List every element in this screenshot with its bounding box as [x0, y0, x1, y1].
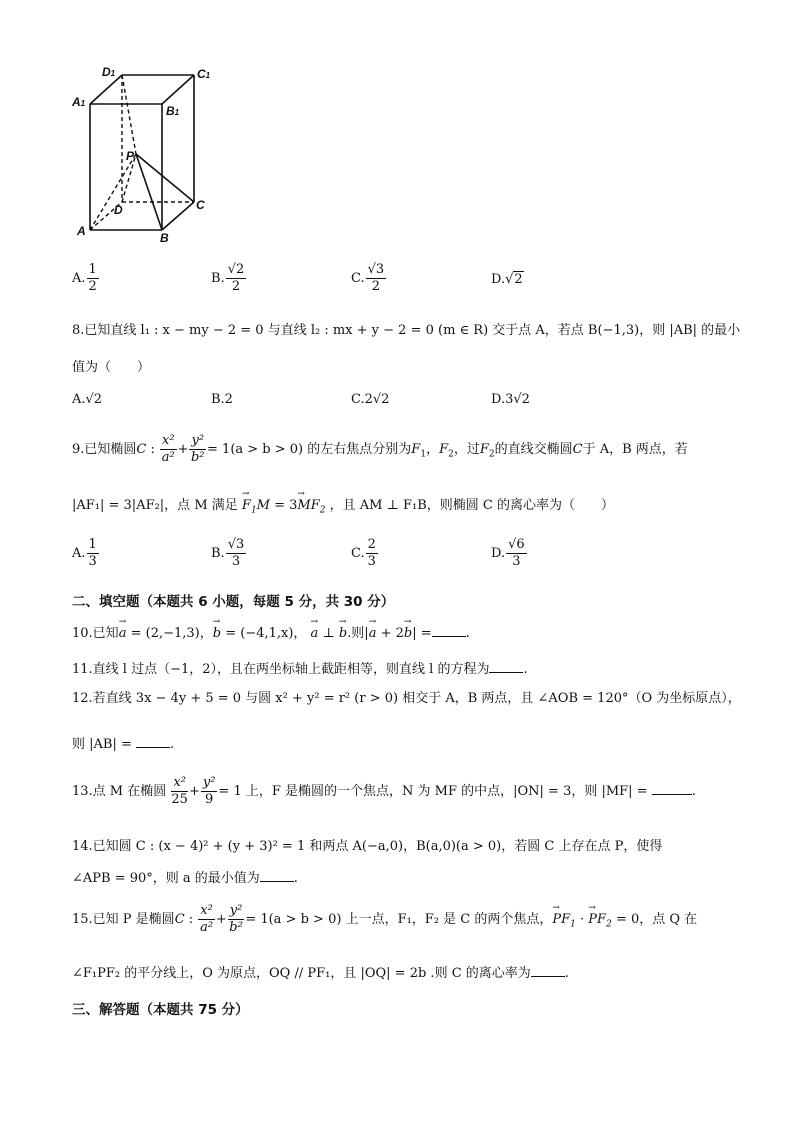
section-2-heading: 二、填空题（本题共 6 小题，每题 5 分，共 30 分） — [72, 594, 395, 610]
q13-line: 13.点 M 在椭圆 $\frac{\text{x²}}{25}$ + $\frac{\text{y²}}{9}$ = 1 上，F 是椭圆的一个焦点，N 为 MF 的中点，|ON| = 3，则 |MF| = . — [72, 775, 696, 807]
q9-line2: |AF₁| = 3|AF₂|，点 M 满足 → $F_1M = 3\to MF_2$ ，且 AM ⊥ F₁B，则椭圆 C 的离心率为（ ） — [72, 494, 614, 516]
label-D: D — [114, 203, 123, 217]
q12-line1: 12.若直线 3x − 4y + 5 = 0 与圆 x² + y² = r² (r > 0) 相交于 A，B 两点，且 ∠AOB = 120°（O 为坐标原点）， — [72, 691, 741, 706]
label-B: B — [160, 231, 169, 242]
q8-option-c: C.2√2 — [351, 392, 390, 407]
q8-option-b: B.2 — [211, 392, 233, 407]
label-C: C — [196, 198, 205, 212]
q9-option-b: B. $\frac{√3}{3}$ — [211, 537, 245, 569]
q7-option-c: C. $\frac{√3}{2}$ — [351, 262, 385, 294]
q11-line: 11.直线 l 过点（−1，2），且在两坐标轴上截距相等，则直线 l 的方程为 . — [72, 662, 528, 677]
q9-line1: 9.已知椭圆C : $\frac{\text{x²}}{\text{a²}}$ + $\frac{\text{y²}}{\text{b²}}$ = 1(a > b > 0) 的左右焦点分别为$F_1$，$F_2$，过$F_2$的直线交椭圆C于 A，B 两点，若 — [72, 433, 688, 465]
section-3-heading: 三、解答题（本题共 75 分） — [72, 1002, 249, 1018]
q12-line2: 则 |AB| = . — [72, 737, 175, 752]
q7-option-a: A. $\frac{1}{2}$ — [72, 262, 97, 294]
q8-line1: 8.已知直线 l₁ : x − my − 2 = 0 与直线 l₂ : mx + y − 2 = 0 (m ∈ R) 交于点 A，若点 B(−1,3)，则 |AB| 的最小 — [72, 323, 741, 338]
q15-line2: ∠F₁PF₂ 的平分线上，O 为原点，OQ // PF₁，且 |OQ| = 2b .则 C 的离心率为 . — [72, 966, 569, 981]
q9-option-d: D. $\frac{√6}{3}$ — [491, 537, 525, 569]
label-B1: B1 — [166, 104, 180, 118]
q9-option-c: C. $\frac{2}{3}$ — [351, 537, 376, 569]
q7-option-b: B. $\frac{√2}{2}$ — [211, 262, 245, 294]
q15-line1: 15.已知 P 是椭圆C : $\frac{\text{x²}}{\text{a²}}$ + $\frac{\text{y²}}{\text{b²}}$ = 1(a > b > 0) 上一点，F₁，F₂ 是 C 的两个焦点，→ $PF_1$ · → $PF_2 = 0$，点 Q 在 — [72, 903, 697, 936]
label-C1: C1 — [197, 67, 211, 81]
q8-line2: 值为（ ） — [72, 360, 151, 375]
q14-line2: ∠APB = 90°，则 a 的最小值为 . — [72, 871, 298, 886]
q10-line: 10.已知→ a = (2,−1,3)，→ b = (−4,1,x)， → a ⊥ → b.则|→ a + 2→ b| = . — [72, 622, 470, 641]
label-A: A — [77, 224, 86, 238]
prism-figure — [70, 62, 220, 242]
q9-option-a: A. $\frac{1}{3}$ — [72, 537, 97, 569]
q8-option-a: A.√2 — [72, 392, 103, 407]
q14-line1: 14.已知圆 C : (x − 4)² + (y + 3)² = 1 和两点 A(−a,0)，B(a,0)(a > 0)，若圆 C 上存在点 P，使得 — [72, 839, 663, 854]
label-P: P — [126, 149, 135, 163]
q8-option-d: D.3√2 — [491, 392, 530, 407]
label-D1: D1 — [102, 65, 116, 79]
q7-option-d: D.√2 — [491, 272, 523, 287]
label-A1: A1 — [72, 95, 86, 109]
